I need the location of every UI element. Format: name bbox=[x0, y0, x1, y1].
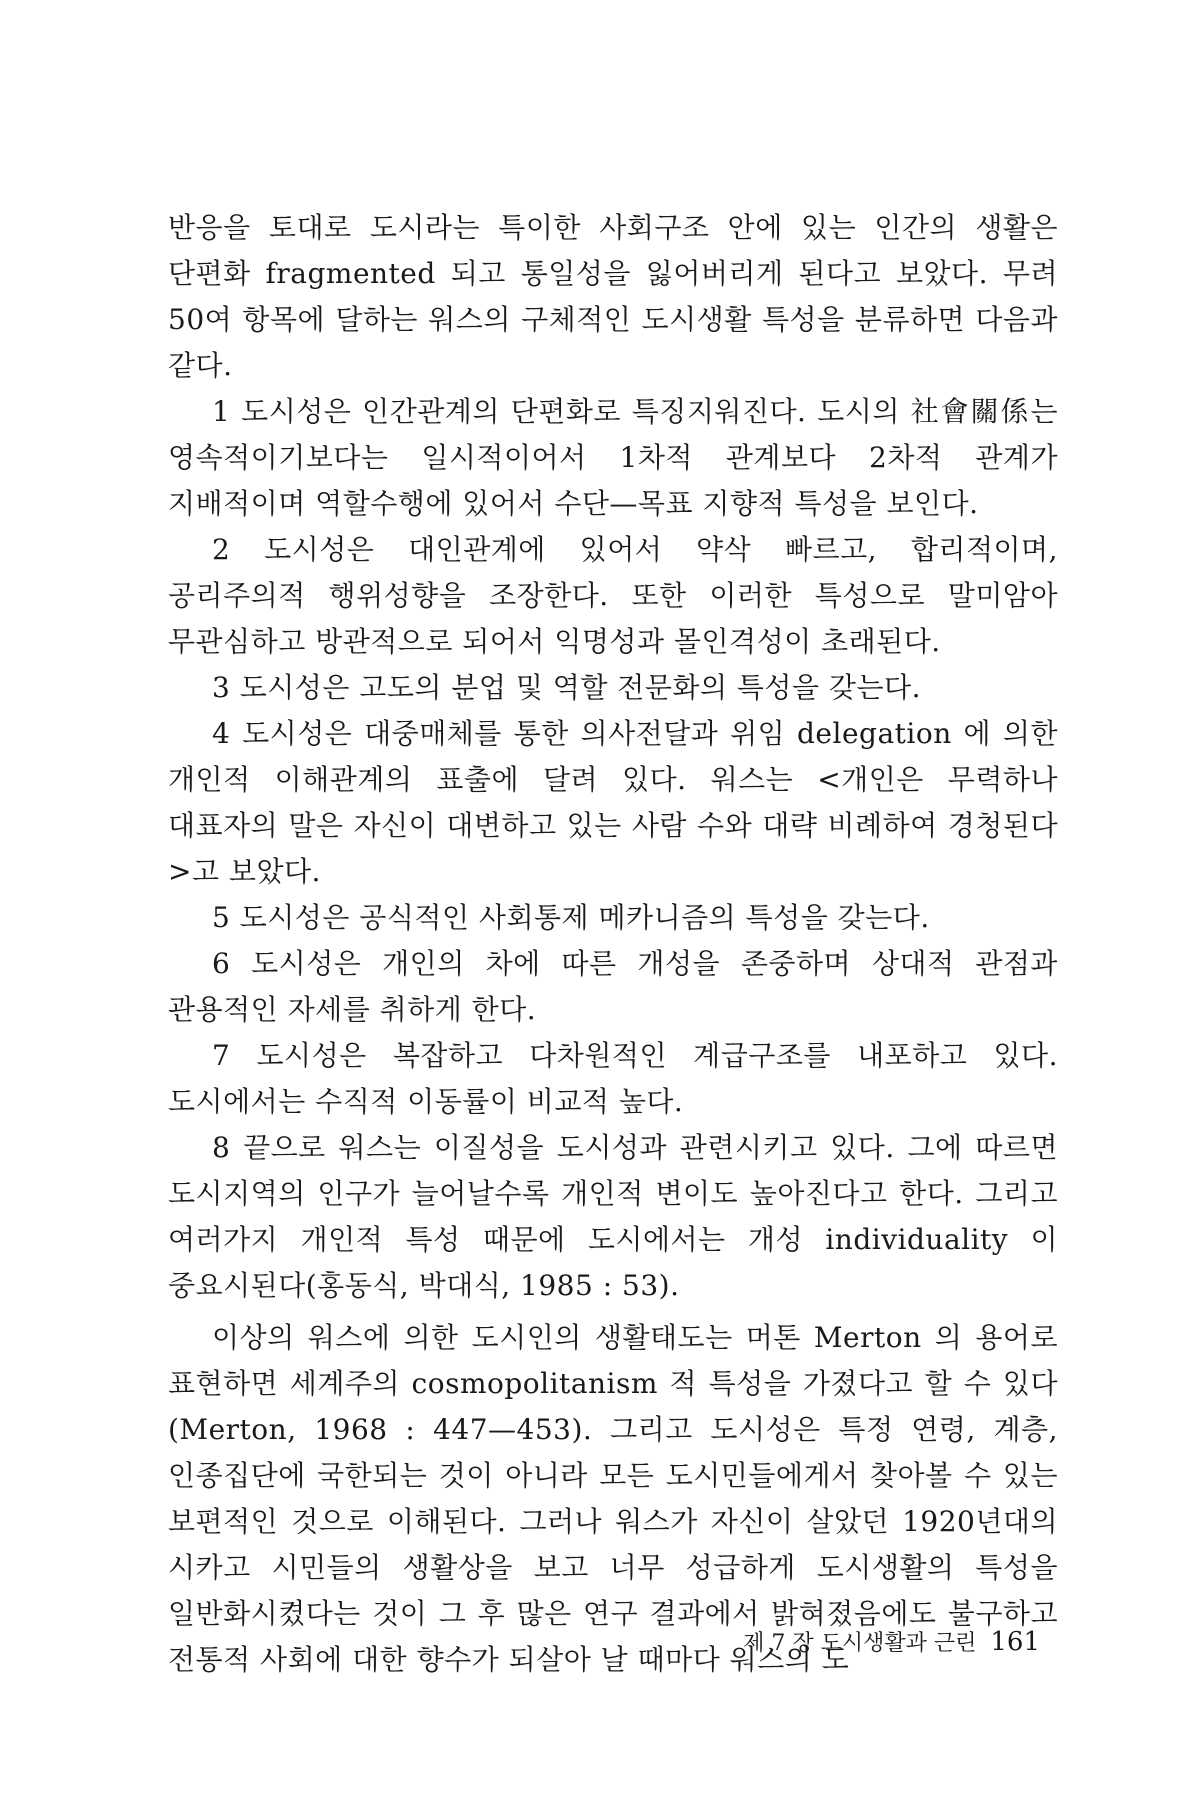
paragraph-1: 1 도시성은 인간관계의 단편화로 특징지워진다. 도시의 社會關係는 영속적이기보다는 일시적이어서 1차적 관계보다 2차적 관계가 지배적이며 역할수행에 있어서 수단—목표 지향적 특성을 보인다. bbox=[168, 395, 1058, 520]
page-footer bbox=[740, 1626, 1040, 1657]
paragraph-6: 6 도시성은 개인의 차에 따른 개성을 존중하며 상대적 관점과 관용적인 자세를 취하게 한다. bbox=[168, 947, 1058, 1026]
paragraph-3: 3 도시성은 고도의 분업 및 역할 전문화의 특성을 갖는다. bbox=[212, 671, 921, 704]
running-footer-chapter: 제 7 장 도시생활과 근린 bbox=[743, 1631, 977, 1656]
paragraph-7: 7 도시성은 복잡하고 다차원적인 계급구조를 내포하고 있다. 도시에서는 수직적 이동률이 비교적 높다. bbox=[168, 1039, 1058, 1118]
body-text bbox=[168, 205, 1058, 1683]
paragraph-5: 5 도시성은 공식적인 사회통제 메카니즘의 특성을 갖는다. bbox=[212, 901, 930, 934]
paragraph-9: 이상의 워스에 의한 도시인의 생활태도는 머톤 Merton 의 용어로 표현하면 세계주의 cosmopolitanism 적 특성을 가졌다고 할 수 있다(Merton, 1968 : 447—453). 그리고 도시성은 특정 연령, 계층, 인종집단에 국한되는 것이 아니라 모든 도시민들에게서 찾아볼 수 있는 보편적인 것으로 이해된다. 그러나 워스가 자신이 살았던 1920년대의 시카고 시민들의 생활상을 보고 너무 성급하게 도시생활의 특성을 일반화시켰다는 것이 그 후 많은 연구 결과에서 밝혀졌음에도 불구하고 전통적 사회에 대한 향수가 되살아 날 때마다 워스의 도 bbox=[168, 1321, 1058, 1676]
paragraph-4: 4 도시성은 대중매체를 통한 의사전달과 위임 delegation 에 의한 개인적 이해관계의 표출에 달려 있다. 워스는 <개인은 무력하나 대표자의 말은 자신이 대변하고 있는 사람 수와 대략 비례하여 경청된다>고 보았다. bbox=[168, 717, 1058, 888]
paragraph-0: 반응을 토대로 도시라는 특이한 사회구조 안에 있는 인간의 생활은 단편화 fragmented 되고 통일성을 잃어버리게 된다고 보았다. 무려 50여 항목에 달하는 워스의 구체적인 도시생활 특성을 분류하면 다음과 같다. bbox=[168, 211, 1058, 382]
paragraph-8: 8 끝으로 워스는 이질성을 도시성과 관련시키고 있다. 그에 따르면 도시지역의 인구가 늘어날수록 개인적 변이도 높아진다고 한다. 그리고 여러가지 개인적 특성 때문에 도시에서는 개성 individuality 이 중요시된다(홍동식, 박대식, 1985 : 53). bbox=[168, 1131, 1058, 1302]
paragraph-2: 2 도시성은 대인관계에 있어서 약삭 빠르고, 합리적이며, 공리주의적 행위성향을 조장한다. 또한 이러한 특성으로 말미암아 무관심하고 방관적으로 되어서 익명성과 몰인격성이 초래된다. bbox=[168, 533, 1058, 658]
page-number: 161 bbox=[990, 1627, 1040, 1657]
